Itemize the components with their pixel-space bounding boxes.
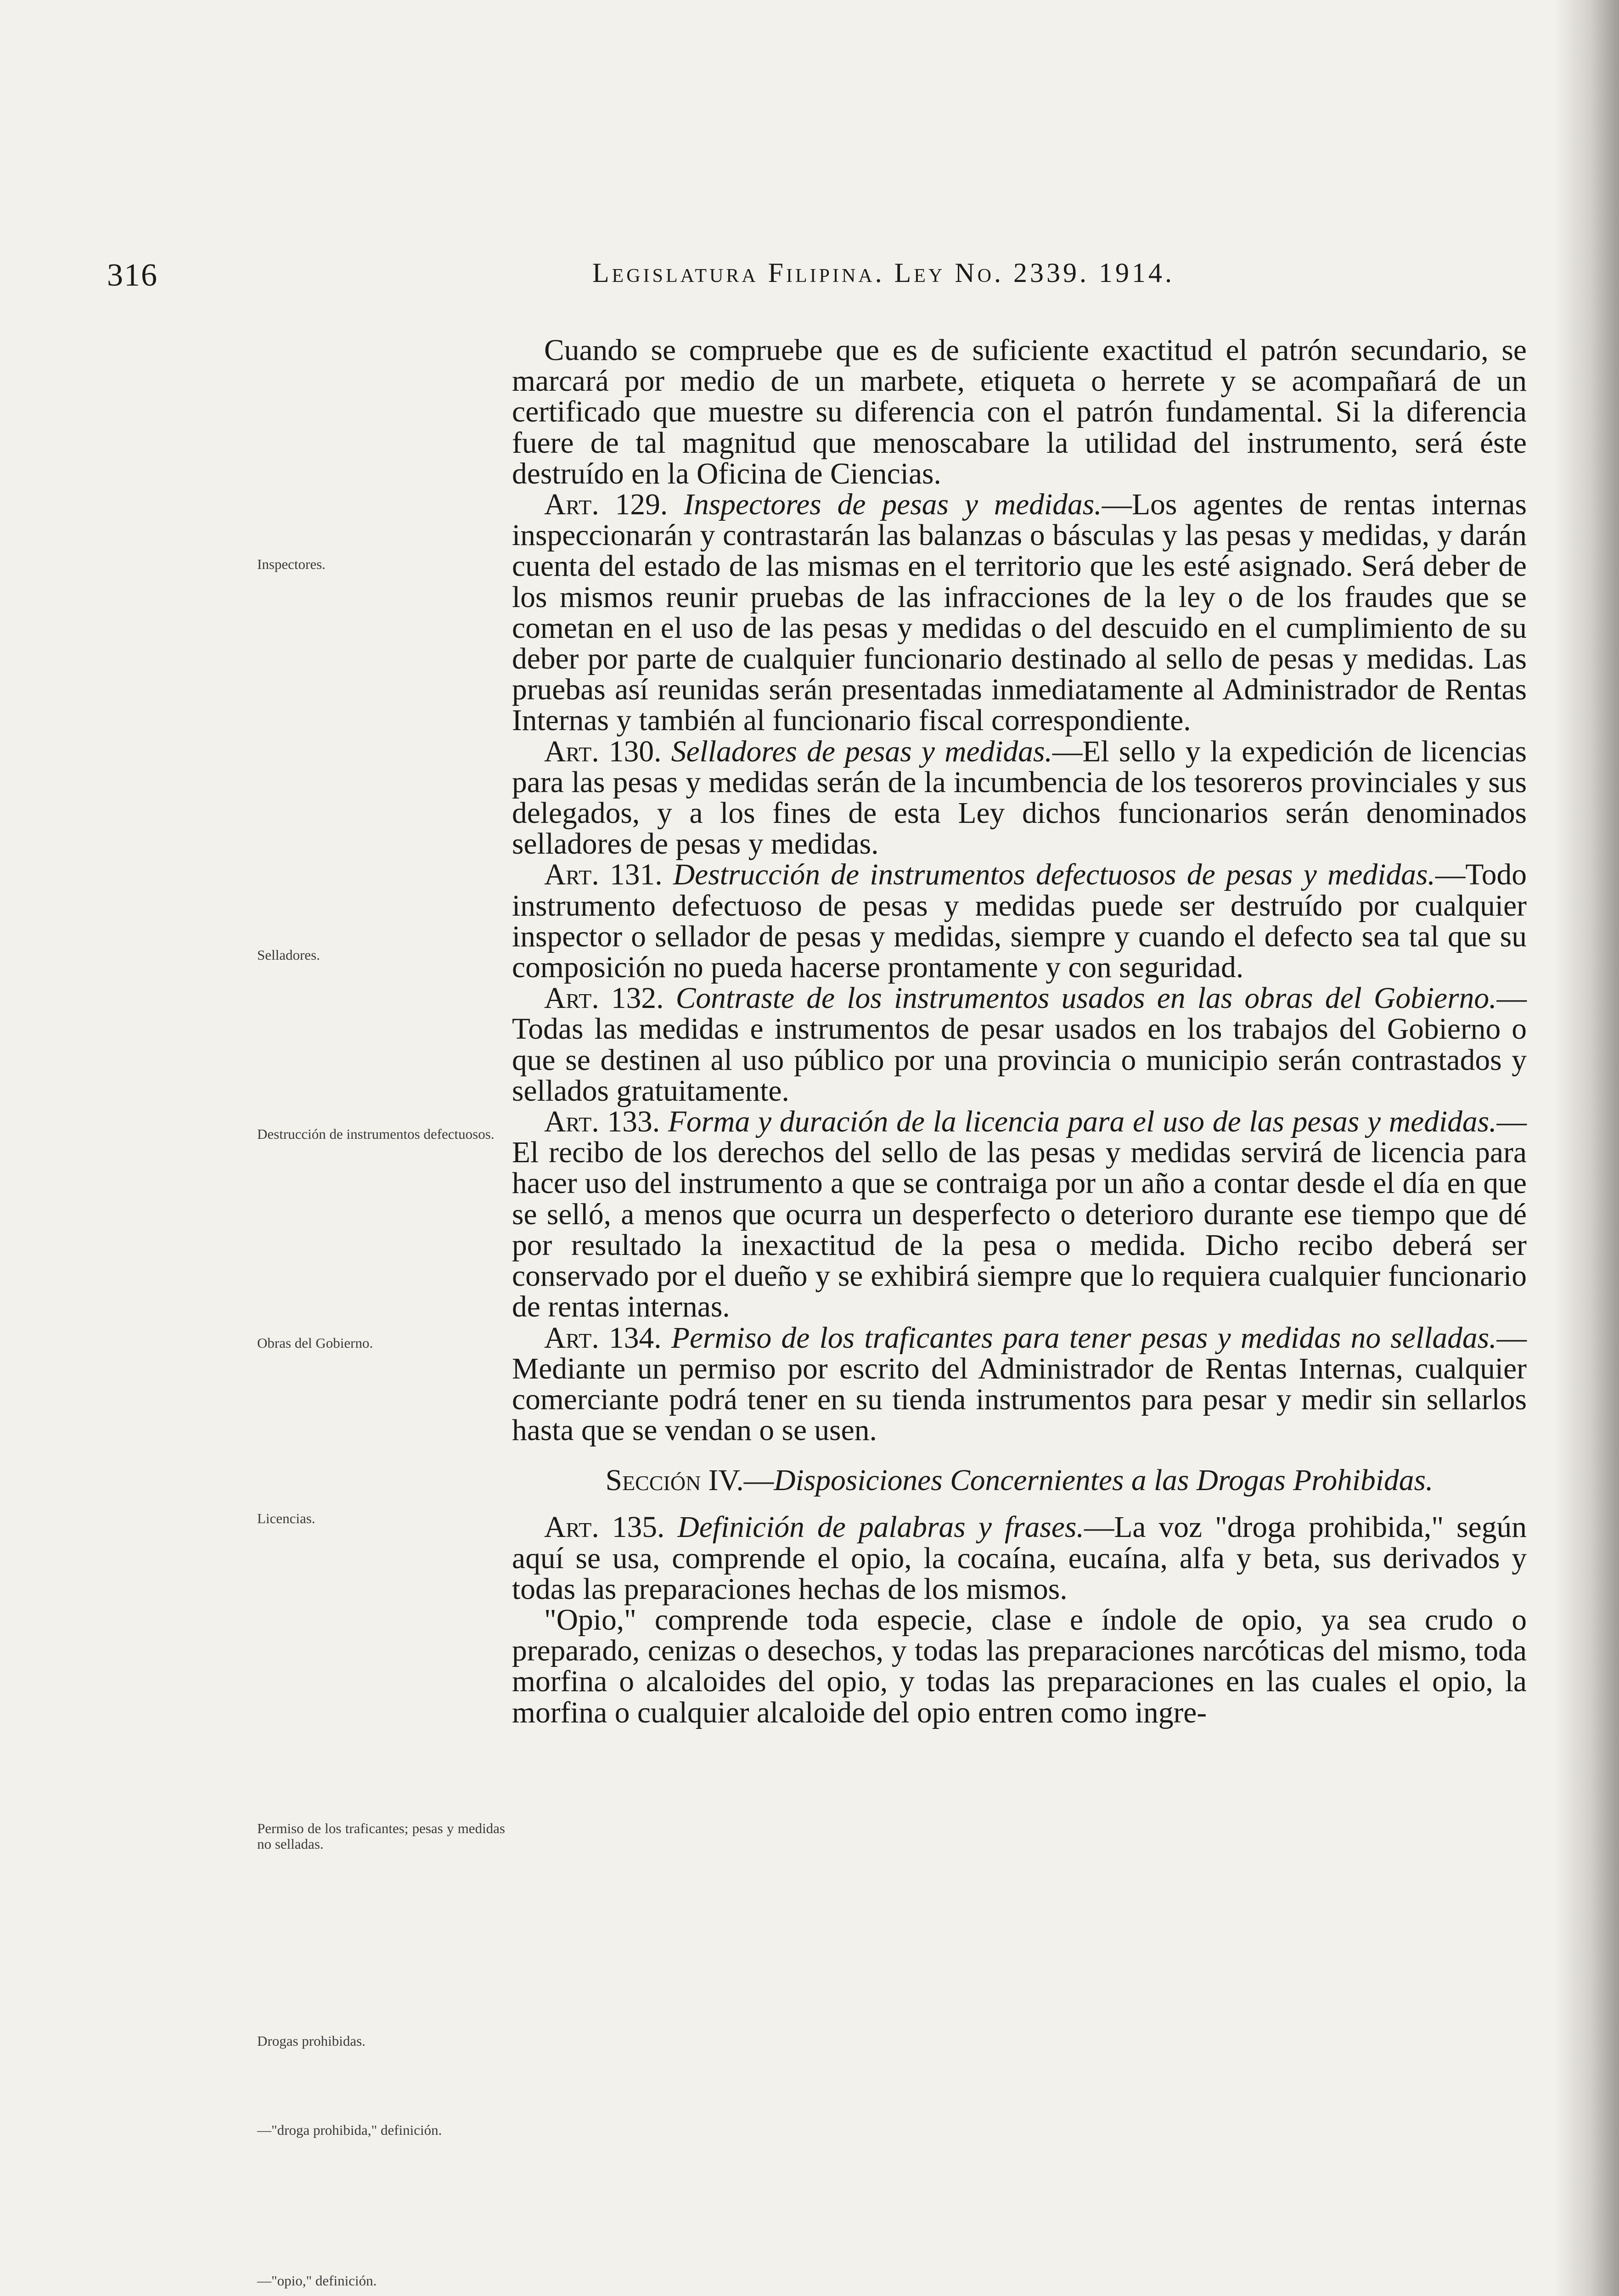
page-number: 316	[107, 258, 158, 293]
article-number: Art. 129.	[544, 488, 668, 522]
article-129	[512, 490, 1527, 737]
page-edge-shadow	[1555, 0, 1619, 2296]
sidenote-inspectores: Inspectores.	[257, 556, 326, 572]
article-135	[512, 1512, 1527, 1605]
article-title: Destrucción de instrumentos defectuosos de pesas y medidas.	[673, 858, 1435, 892]
sidenote-droga-definicion: —"droga prohibida," definición.	[257, 2122, 442, 2138]
article-132	[512, 983, 1527, 1107]
article-title: Permiso de los traficantes para tener pesas y medidas no selladas.	[671, 1321, 1497, 1355]
article-title: Definición de palabras y frases.	[677, 1511, 1084, 1544]
article-134	[512, 1323, 1527, 1446]
article-title: Forma y duración de la licencia para el uso de las pesas y medidas.	[668, 1105, 1497, 1139]
article-text: —La voz "droga prohibida," según aquí se usa, comprende el opio, la cocaína, eucaína, alfa y beta, sus derivados y todas las preparaciones hechas de los mismos.	[512, 1511, 1527, 1606]
sidenote-selladores: Selladores.	[257, 947, 320, 963]
sidenote-opio-definicion: —"opio," definición.	[257, 2273, 377, 2289]
article-text: —El recibo de los derechos del sello de las pesas y medidas servirá de licencia para hacer uso del instrumento a que se contraiga por un año a contar desde el día en que se selló, a menos que ocurra un desperfecto o deterioro durante ese tiempo que dé por resultado la inexactitud de la pesa o medida. Dicho recibo deberá ser conservado por el dueño y se exhibirá siempre que lo requiera cualquier funcionario de rentas internas.	[512, 1105, 1527, 1324]
article-number: Art. 132.	[544, 982, 664, 1015]
article-title: Selladores de pesas y medidas.	[671, 735, 1052, 768]
section-title: Disposiciones Concernientes a las Drogas Prohibidas.	[774, 1464, 1433, 1497]
article-130	[512, 737, 1527, 860]
paragraph-text: "Opio," comprende toda especie, clase e índole de opio, ya sea crudo o preparado, cenizas o desechos, y todas las preparaciones narcóticas del mismo, toda morfina o alcaloides del opio, y todas las preparaciones en las cuales el opio, la morfina o cualquier alcaloide del opio entren como ingre-	[512, 1603, 1527, 1729]
article-number: Art. 134.	[544, 1321, 662, 1355]
body-text	[512, 335, 1527, 1728]
article-title: Inspectores de pesas y medidas.	[684, 488, 1102, 522]
article-title: Contraste de los instrumentos usados en las obras del Gobierno.	[675, 982, 1497, 1015]
section-heading: Sección IV.—Disposiciones Concernientes a las Drogas Prohibidas.	[605, 1464, 1433, 1497]
page-header	[0, 257, 1619, 294]
article-text: —Mediante un permiso por escrito del Administrador de Rentas Internas, cualquier comerciante podrá tener en su tienda instrumentos para pesar y medir sin sellarlos hasta que se vendan o se usen.	[512, 1321, 1527, 1447]
sidenote-licencias: Licencias.	[257, 1510, 315, 1526]
running-head: Legislatura Filipina. Ley No. 2339. 1914.	[592, 258, 1175, 288]
paragraph-text: Cuando se compruebe que es de suficiente exactitud el patrón secundario, se marcará por medio de un marbete, etiqueta o herrete y se acompañará de un certificado que muestre su diferencia con el patrón fundamental. Si la diferencia fuere de tal magnitud que menoscabare la utilidad del instrumento, será éste destruído en la Oficina de Ciencias.	[512, 334, 1527, 490]
sidenote-obras-gobierno: Obras del Gobierno.	[257, 1335, 373, 1351]
article-131	[512, 860, 1527, 983]
article-number: Art. 133.	[544, 1105, 660, 1139]
sidenote-destruccion: Destrucción de instrumentos defectuosos.	[257, 1126, 495, 1142]
paragraph-opio	[512, 1605, 1527, 1728]
sidenote-permiso: Permiso de los traficantes; pesas y medidas no selladas.	[257, 1820, 505, 1852]
paragraph-intro	[512, 335, 1527, 490]
article-text: —Los agentes de rentas internas inspeccionarán y contrastarán las balanzas o básculas y las pesas y medidas, y darán cuenta del estado de las mismas en el territorio que les esté asignado. Será deber de los mismos reunir pruebas de las infracciones de la ley o de los fraudes que se cometan en el uso de las pesas y medidas o del descuido en el cumplimiento de su deber por parte de cualquier funcionario destinado al sello de pesas y medidas. Las pruebas así reunidas serán presentadas inmediatamente al Administrador de Rentas Internas y también al funcionario fiscal correspondiente.	[512, 488, 1527, 737]
sidenote-drogas-prohibidas: Drogas prohibidas.	[257, 2033, 365, 2049]
article-number: Art. 131.	[544, 858, 663, 892]
article-133	[512, 1107, 1527, 1322]
article-number: Art. 135.	[544, 1511, 665, 1544]
article-text: —El sello y la expedición de licencias para las pesas y medidas serán de la incumbencia de los tesoreros provinciales y sus delegados, y a los fines de esta Ley dichos funcionarios serán denominados selladores de pesas y medidas.	[512, 735, 1527, 861]
article-text: —Todo instrumento defectuoso de pesas y medidas puede ser destruído por cualquier inspector o sellador de pesas y medidas, siempre y cuando el defecto sea tal que su composición no pueda hacerse prontamente y con seguridad.	[512, 858, 1527, 985]
article-number: Art. 130.	[544, 735, 662, 768]
section-number: Sección IV.	[605, 1464, 744, 1497]
article-text: —Todas las medidas e instrumentos de pesar usados en los trabajos del Gobierno o que se destinen al uso público por una provincia o municipio serán contrastados y sellados gratuitamente.	[512, 982, 1527, 1108]
